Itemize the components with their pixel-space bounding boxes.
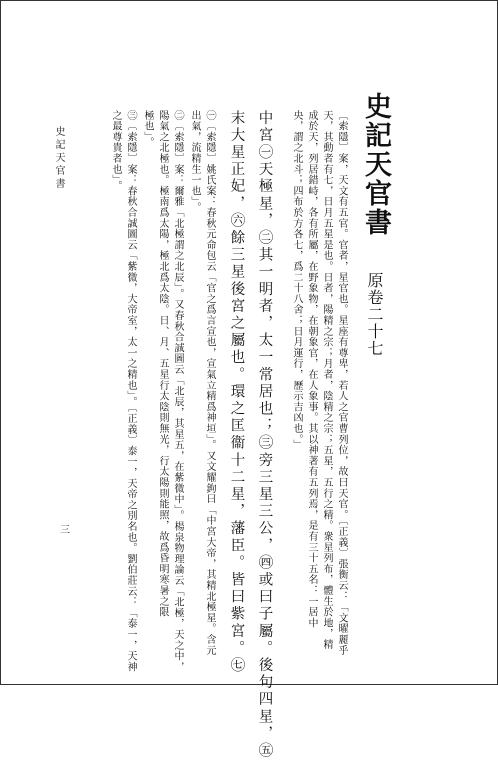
- commentary-line: 央，謂之北斗；四布於方各七，爲二十八舍；日月運行，歷示吉凶也。」: [291, 110, 302, 451]
- volume-label: 原卷二十七: [365, 272, 384, 357]
- note-line: ㊁〔索隱〕案：爾雅「北極謂之北辰」。又春秋合誠圖云「北辰，其星五，在紫微中」。楊泉物理論云「北極，天之中，: [172, 110, 183, 673]
- main-text-line: 末大星正妃，㊅餘三星後宮之屬也。環之匡衞十二星，藩臣。皆曰紫宮。㊆: [228, 110, 245, 675]
- note-line: ㊀〔索隱〕姚氏案：春秋元命包云「官之爲言宣也，宣氣立精爲神垣」。又文耀鉤曰「中宮大帝，其精北極星。含元: [204, 110, 215, 656]
- note-line: 陽氣之北極也。極南爲太陽，極北爲太陰。日、月、五星行太陰則無光，行太陽則能照，故爲昏明寒暑之限: [157, 110, 168, 618]
- commentary-line: 天，其動者有七，日月五星是也。日者，陽精之宗；月者，陰精之宗；五星，五行之精。衆星列布，體生於地，精: [321, 110, 332, 650]
- commentary-line: 成於天，列居錯峙，各有所屬，在野象物，在朝象官，在人象事。其以神著有五列焉，是有三十五名：一居中: [306, 110, 317, 629]
- page-title: 史記天官書: [360, 92, 391, 237]
- note-line: 極也」。: [142, 110, 153, 149]
- note-line: 之最尊貴者也」。: [110, 110, 121, 192]
- main-text-line: 中宮㊀天極星，㊁其一明者，太一常居也；㊂旁三星三公，㊃或曰子屬。後句四星，㊄: [256, 110, 273, 760]
- running-head: 史記天官書: [53, 126, 64, 191]
- note-line: ㊂〔索隱〕案：春秋合誠圖云「紫微，大帝室，太一之精也」。〔正義〕泰一，天帝之別名也。劉伯莊云：「泰一，天神: [125, 110, 136, 673]
- page-number: 三: [60, 525, 70, 536]
- note-line: 出氣，流精生一也」。: [189, 110, 200, 213]
- commentary-line: 〔索隱〕案，天文有五官。官者，星官也。星座有尊卑，若人之官曹列位，故曰天官。〔正義〕張衡云：「文曜麗乎: [336, 110, 347, 656]
